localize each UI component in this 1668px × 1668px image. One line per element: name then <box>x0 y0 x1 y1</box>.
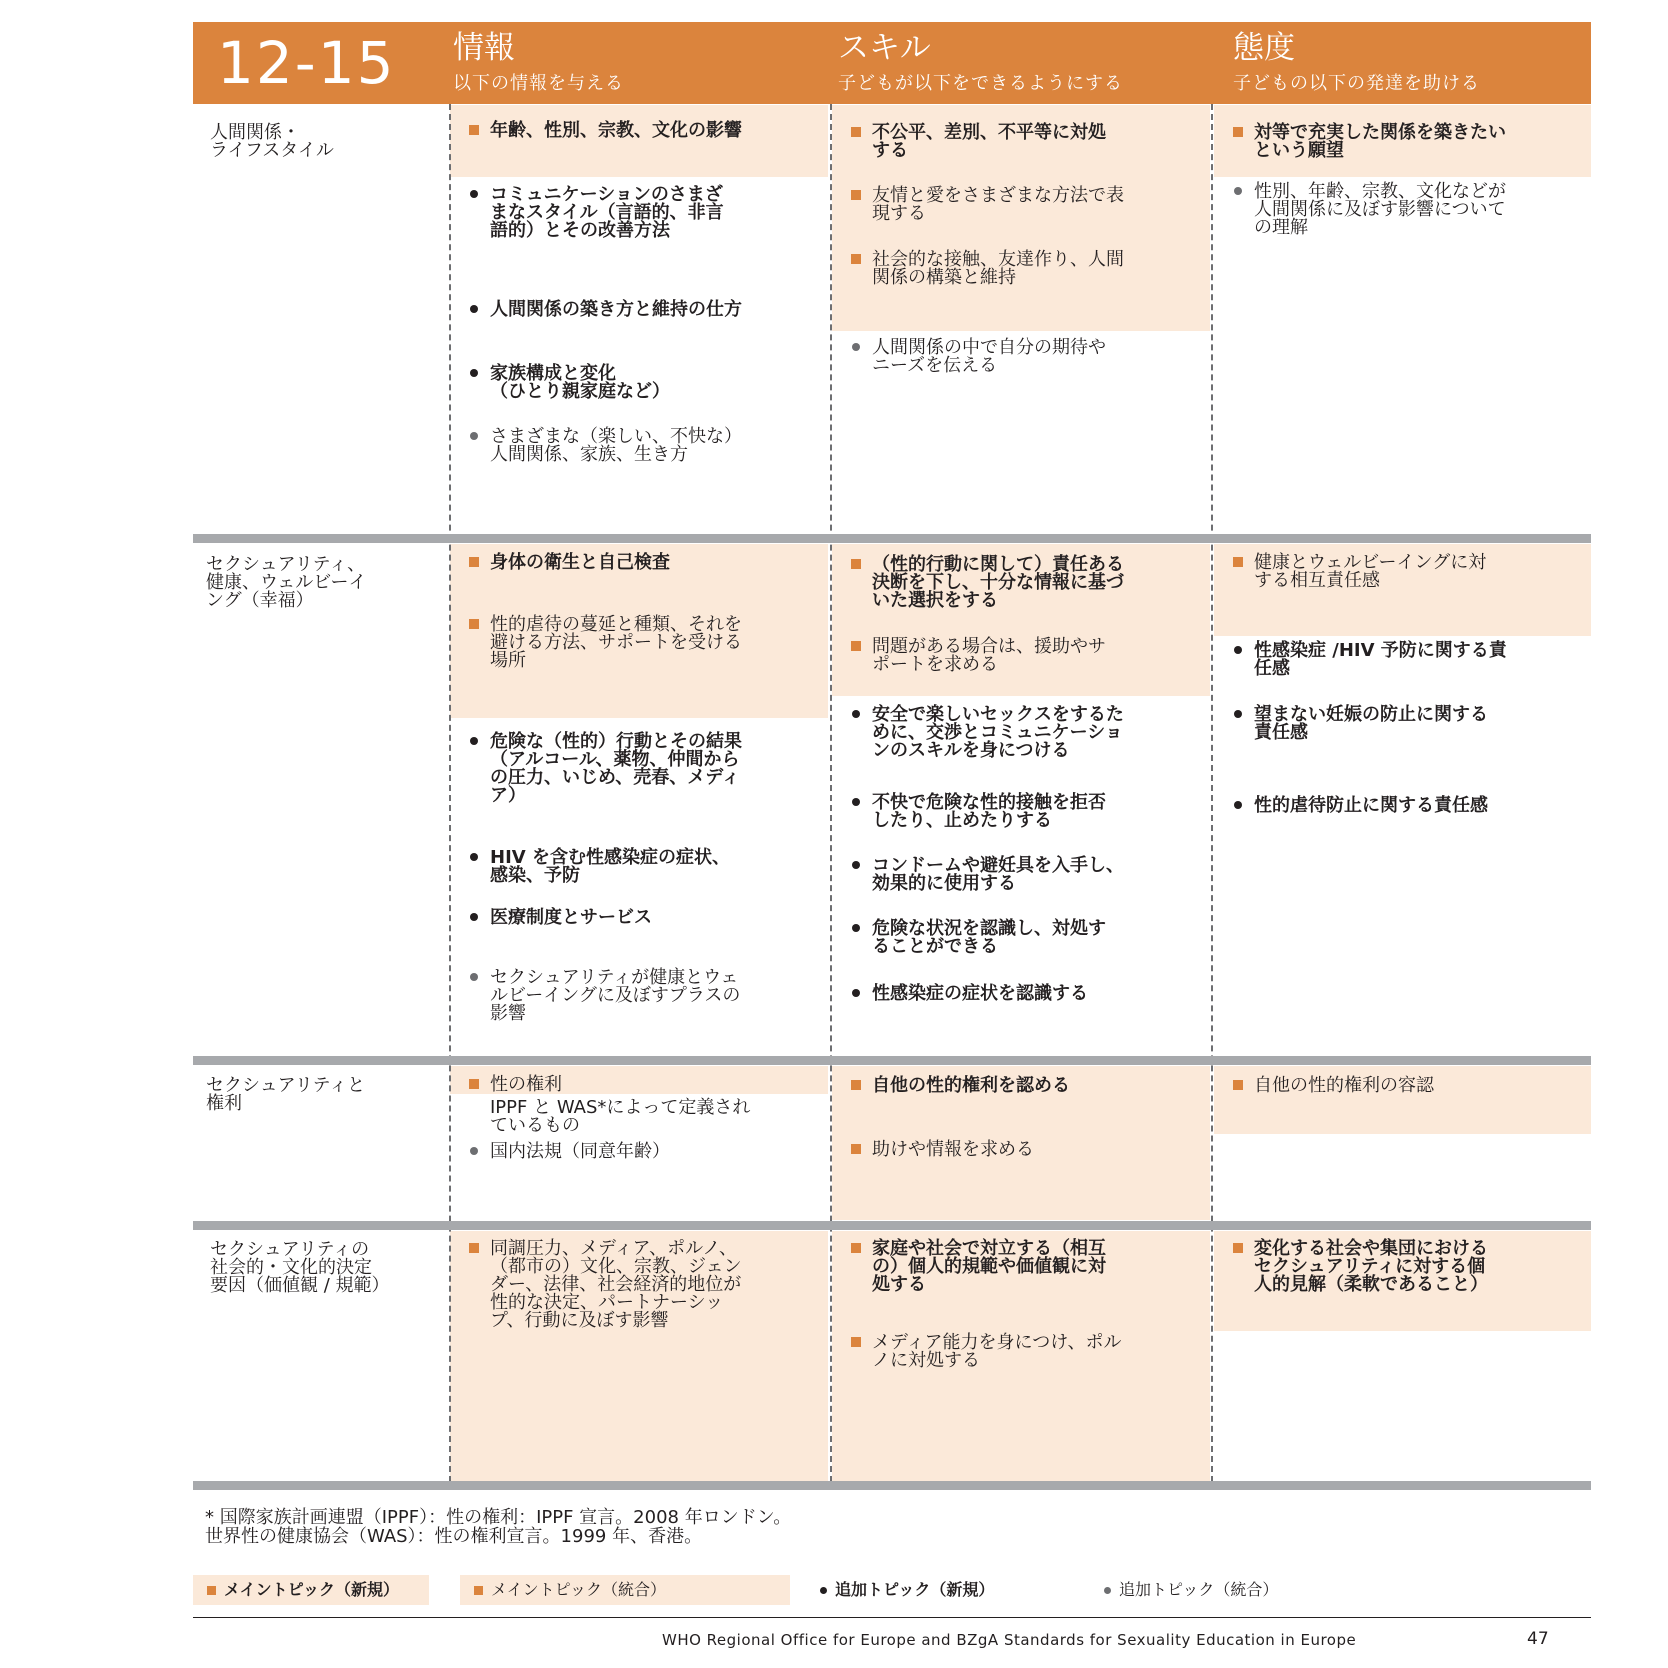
topic-item: コミュニケーションのさまざ まなスタイル（言語的、非言 語的）とその改善方法 <box>466 186 850 240</box>
topic-item: 社会的な接触、友達作り、人間 関係の構築と維持 <box>848 251 1232 287</box>
header-information <box>453 30 624 96</box>
footer-rule <box>193 1617 1591 1618</box>
topic-item: 家庭や社会で対立する（相互 の）個人的規範や価値観に対 処する <box>848 1240 1232 1294</box>
main-topic-marker <box>469 619 479 629</box>
bullet-marker <box>470 369 478 377</box>
category-label: セクシュアリティ、 健康、ウェルビーイ ング（幸福） <box>206 554 367 611</box>
topic-item: 不公平、差別、不平等に対処 する <box>848 124 1232 160</box>
bullet-marker <box>1234 801 1242 809</box>
footnote: * 国際家族計画連盟（IPPF）：性の権利：IPPF 宣言。2008 年ロンドン。 世界性の健康協会（WAS）：性の権利宣言。1999 年、香港。 <box>205 1507 792 1547</box>
column-divider <box>449 104 451 1482</box>
footer-source: WHO Regional Office for Europe and BZgA Standards for Sexuality Education in Europe <box>662 1631 1357 1649</box>
topic-item: 人間関係の築き方と維持の仕方 <box>466 301 850 319</box>
column-title: 態度 <box>1233 30 1295 66</box>
main-topic-marker <box>851 559 861 569</box>
topic-item: 性別、年齢、宗教、文化などが 人間関係に及ぼす影響について の理解 <box>1230 183 1612 237</box>
main-topic-marker <box>1233 127 1243 137</box>
topic-item: 身体の衛生と自己検査 <box>466 554 850 572</box>
main-topic-marker <box>1233 1080 1243 1090</box>
bullet-marker <box>1234 710 1242 718</box>
bullet-marker <box>470 913 478 921</box>
topic-item: メディア能力を身につけ、ポル ノに対処する <box>848 1334 1232 1370</box>
topic-item: 性感染症 /HIV 予防に関する責 任感 <box>1230 642 1612 678</box>
legend-main-new <box>193 1575 429 1605</box>
main-topic-marker <box>851 1243 861 1253</box>
bullet-marker <box>470 737 478 745</box>
topic-item: HIV を含む性感染症の症状、 感染、予防 <box>466 849 850 885</box>
topic-item: 望まない妊娠の防止に関する 責任感 <box>1230 706 1612 742</box>
legend-label: メイントピック（統合） <box>491 1580 667 1599</box>
topic-item: 対等で充実した関係を築きたい という願望 <box>1230 124 1612 160</box>
bullet-marker <box>1234 646 1242 654</box>
topic-item: 同調圧力、メディア、ポルノ、 （都市の）文化、宗教、ジェン ダー、法律、社会経済的地位が 性的な決定、パートナーシッ プ、行動に及ぼす影響 <box>466 1240 850 1330</box>
topic-item: 健康とウェルビーイングに対 する相互責任感 <box>1230 554 1612 590</box>
main-topic-marker <box>469 557 479 567</box>
main-topic-shade <box>450 105 828 177</box>
legend-label: 追加トピック（新規） <box>835 1580 995 1599</box>
main-topic-marker <box>851 1080 861 1090</box>
row-separator <box>193 1221 1591 1230</box>
legend-additional-new <box>820 1575 994 1605</box>
main-topic-marker <box>1233 1243 1243 1253</box>
topic-item: 性的虐待防止に関する責任感 <box>1230 797 1612 815</box>
row-separator <box>193 1056 1591 1065</box>
column-subtitle: 子どもが以下をできるようにする <box>838 73 1123 94</box>
bullet-marker <box>852 343 860 351</box>
main-topic-marker <box>851 127 861 137</box>
bullet-marker <box>470 1147 478 1155</box>
age-range: 12-15 <box>217 29 396 97</box>
topic-item: コンドームや避妊具を入手し、 効果的に使用する <box>848 857 1232 893</box>
legend-label: 追加トピック（統合） <box>1119 1580 1279 1599</box>
header-skills <box>838 30 1123 96</box>
bullet-marker <box>852 798 860 806</box>
main-topic-marker <box>851 190 861 200</box>
bullet-marker <box>470 853 478 861</box>
bullet-marker <box>470 432 478 440</box>
topic-item: 年齢、性別、宗教、文化の影響 <box>466 122 850 140</box>
main-topic-marker <box>851 254 861 264</box>
legend-label: メイントピック（新規） <box>224 1580 400 1599</box>
topic-item: 危険な状況を認識し、対処す ることができる <box>848 920 1232 956</box>
category-label: セクシュアリティの 社会的・文化的決定 要因（価値観 / 規範） <box>210 1239 390 1296</box>
topic-item: 安全で楽しいセックスをするた めに、交渉とコミュニケーショ ンのスキルを身につける <box>848 706 1232 760</box>
bullet-marker <box>852 861 860 869</box>
topic-item: 変化する社会や集団における セクシュアリティに対する個 人的見解（柔軟であること） <box>1230 1240 1612 1294</box>
main-topic-marker <box>851 1144 861 1154</box>
category-label: 人間関係・ ライフスタイル <box>210 122 334 161</box>
main-topic-marker <box>851 1337 861 1347</box>
topic-item: 自他の性的権利を認める <box>848 1077 1232 1095</box>
bullet-marker <box>470 973 478 981</box>
legend-additional-integrated <box>1104 1575 1278 1605</box>
category-label: セクシュアリティと 権利 <box>206 1075 366 1114</box>
row-separator <box>193 1481 1591 1490</box>
topic-item: （性的行動に関して）責任ある 決断を下し、十分な情報に基づ いた選択をする <box>848 556 1232 610</box>
bullet-marker <box>852 924 860 932</box>
legend-main-integrated <box>460 1575 790 1605</box>
topic-item: 危険な（性的）行動とその結果 （アルコール、薬物、仲間から の圧力、いじめ、売春、メディ ア） <box>466 733 850 805</box>
topic-item: 人間関係の中で自分の期待や ニーズを伝える <box>848 339 1232 375</box>
topic-item: 性感染症の症状を認識する <box>848 985 1232 1003</box>
bullet-marker <box>852 710 860 718</box>
bullet-marker <box>1104 1587 1111 1594</box>
main-topic-marker <box>469 1243 479 1253</box>
main-topic-marker <box>469 1079 479 1089</box>
topic-item: 友情と愛をさまざまな方法で表 現する <box>848 187 1232 223</box>
topic-item: 家族構成と変化 （ひとり親家庭など） <box>466 365 850 401</box>
column-subtitle: 子どもの以下の発達を助ける <box>1233 73 1480 94</box>
bullet-marker <box>820 1587 827 1594</box>
topic-item: 問題がある場合は、援助やサ ポートを求める <box>848 638 1232 674</box>
topic-item: 不快で危険な性的接触を拒否 したり、止めたりする <box>848 794 1232 830</box>
bullet-marker <box>470 305 478 313</box>
main-topic-marker <box>1233 557 1243 567</box>
row-separator <box>193 534 1591 543</box>
main-topic-marker <box>207 1586 216 1595</box>
bullet-marker <box>852 989 860 997</box>
topic-item: 医療制度とサービス <box>466 909 850 927</box>
topic-item: 性の権利 <box>466 1076 850 1094</box>
topic-item: さまざまな（楽しい、不快な） 人間関係、家族、生き方 <box>466 428 850 464</box>
topic-item: 性的虐待の蔓延と種類、それを 避ける方法、サポートを受ける 場所 <box>466 616 850 670</box>
topic-item: セクシュアリティが健康とウェ ルビーイングに及ぼすプラスの 影響 <box>466 969 850 1023</box>
main-topic-marker <box>851 641 861 651</box>
header-attitudes <box>1233 30 1480 96</box>
bullet-marker <box>1234 187 1242 195</box>
column-title: 情報 <box>453 30 515 66</box>
main-topic-marker <box>474 1586 483 1595</box>
topic-item: 助けや情報を求める <box>848 1141 1232 1159</box>
main-topic-marker <box>469 125 479 135</box>
topic-item-continuation: IPPF と WAS*によって定義され ているもの <box>490 1097 751 1136</box>
topic-item: 自他の性的権利の容認 <box>1230 1077 1612 1095</box>
table-header <box>193 22 1591 104</box>
topic-item: 国内法規（同意年齢） <box>466 1143 850 1161</box>
page-number: 47 <box>1527 1629 1549 1649</box>
column-subtitle: 以下の情報を与える <box>453 73 624 94</box>
bullet-marker <box>470 190 478 198</box>
column-title: スキル <box>838 30 931 66</box>
